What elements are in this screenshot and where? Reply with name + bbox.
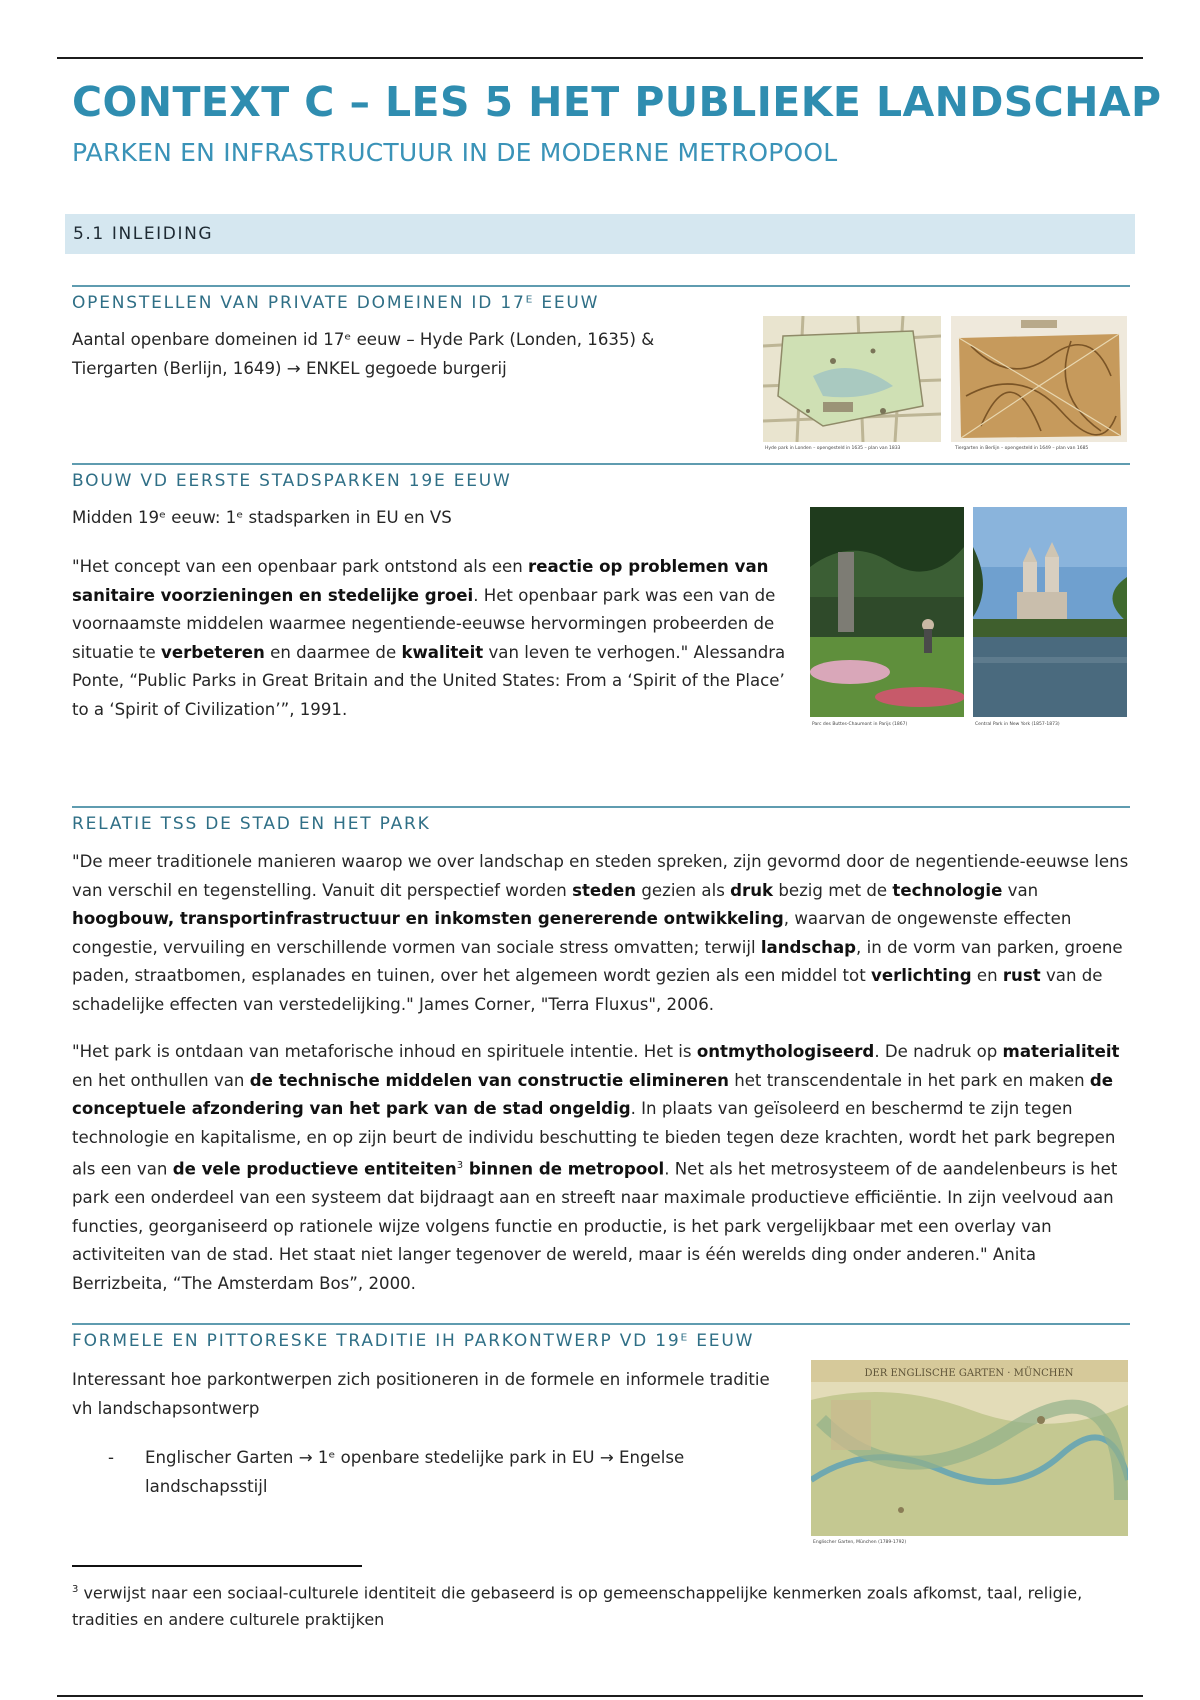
quote-text: van leven te verhogen." Alessandra Ponte, “Public Parks in Great Britain and the United States: From a ‘Spirit of the Place’ to a ‘Spirit of Civilization’”, 1991. <box>72 642 786 719</box>
quote-emphasis: steden <box>572 880 637 900</box>
text-line: Tiergarten (Berlijn, 1649) → ENKEL gegoede burgerij <box>72 358 507 378</box>
footnote <box>72 1576 1132 1633</box>
hyde-park-map-image <box>763 316 941 442</box>
quote-text: van de schadelijke effecten van verstedelijking." James Corner, "Terra Fluxus", 2006. <box>72 966 1103 1014</box>
quote-emphasis: kwaliteit <box>401 642 484 662</box>
quote-emphasis: de vele productieve entiteiten <box>172 1159 457 1179</box>
quote-text: en daarmee de <box>264 642 402 662</box>
top-rule <box>57 57 1143 59</box>
footnote-rule <box>72 1565 362 1567</box>
page-title: CONTEXT C – LES 5 HET PUBLIEKE LANDSCHAP <box>72 78 1162 126</box>
quote-text: . Het openbaar park was een van de voornaamste middelen waarmee negentiende-eeuwse hervormingen probeerden de situatie te <box>72 585 776 662</box>
footnote-mark: 3 <box>72 1584 79 1595</box>
ponte-quote <box>72 553 792 724</box>
englischer-garten-caption: Englischer Garten, München (1789-1792) <box>813 1540 907 1545</box>
quote-emphasis: binnen de metropool <box>463 1159 665 1179</box>
bullet-text: Englischer Garten → 1ᵉ openbare stedelijke park in EU → Engelse landschapsstijl <box>145 1448 685 1496</box>
page-subtitle: PARKEN EN INFRASTRUCTUUR IN DE MODERNE METROPOOL <box>72 138 838 167</box>
quote-text: het transcendentale in het park en maken <box>728 1070 1090 1090</box>
page-header <box>72 76 1162 170</box>
quote-text: "Het park is ontdaan van metaforische inhoud en spirituele intentie. Het is <box>72 1042 697 1061</box>
section-heading: 5.1 INLEIDING <box>73 224 214 244</box>
quote-text: en het onthullen van <box>72 1070 250 1090</box>
first-city-parks-intro <box>72 504 792 533</box>
quote-text: en <box>971 966 1003 985</box>
englischer-garten-map-image <box>811 1360 1128 1536</box>
text-line: Aantal openbare domeinen id 17ᵉ eeuw – Hyde Park (Londen, 1635) & <box>72 330 655 349</box>
quote-emphasis: ontmythologiseerd <box>696 1042 875 1061</box>
quote-emphasis: materialiteit <box>1002 1042 1120 1061</box>
quote-text: . Net als het metrosysteem of de aandelenbeurs is het park een onderdeel van een systeem dat bijdraagt aan en streeft naar maximale productieve efficiëntie. In zijn veelvoud aan functies, georganiseerd op rationele wijze volgens functie en productie, is het park vergelijkbaar met een overlay van activiteiten van de stad. Het staat niet langer tegenover de wereld, maar is één werelds ding onder anderen." Anita Berrizbeita, “The Amsterdam Bos”, 2000. <box>72 1159 1118 1293</box>
quote-text: "Het concept van een openbaar park ontstond als een <box>72 557 529 576</box>
subheading-first-city-parks <box>72 463 1130 491</box>
quote-emphasis: technologie <box>892 880 1003 900</box>
text-line: Interessant hoe parkontwerpen zich positioneren in de formele en informele traditie vh landschapsontwerp <box>72 1370 770 1418</box>
quote-text: . De nadruk op <box>874 1042 1003 1061</box>
bullet-englischer-garten <box>108 1444 768 1501</box>
tiergarten-map-image <box>951 316 1127 442</box>
berrizbeita-quote <box>72 1038 1132 1298</box>
private-domains-text <box>72 326 692 383</box>
subheading-formal-picturesque <box>72 1323 1130 1351</box>
quote-text: gezien als <box>636 880 731 900</box>
formal-picturesque-intro <box>72 1366 772 1423</box>
section-heading-bar <box>65 214 1135 254</box>
map-title-text: DER ENGLISCHE GARTEN · MÜNCHEN <box>864 1368 1074 1379</box>
subheading-private-domains <box>72 285 1130 313</box>
corner-quote <box>72 848 1132 1019</box>
bullet-marker: - <box>108 1448 114 1467</box>
central-park-caption: Central Park in New York (1857-1873) <box>975 722 1060 727</box>
quote-emphasis: druk <box>730 880 774 900</box>
subheading-text: RELATIE TSS DE STAD EN HET PARK <box>72 814 431 834</box>
footnote-ref[interactable]: 3 <box>456 1160 464 1171</box>
quote-emphasis: de technische middelen van constructie elimineren <box>249 1070 729 1090</box>
quote-emphasis: hoogbouw, transportinfrastructuur en inkomsten genererende ontwikkeling <box>72 909 784 928</box>
quote-text: van <box>1002 880 1039 900</box>
buttes-chaumont-caption: Parc des Buttes-Chaumont in Parijs (1867) <box>812 722 908 727</box>
quote-emphasis: de conceptuele afzondering van het park van de stad ongeldig <box>72 1070 1114 1118</box>
quote-emphasis: verlichting <box>871 966 972 985</box>
tiergarten-caption: Tiergarten in Berlijn – opengesteld in 1649 – plan van 1685 <box>955 446 1089 451</box>
text-line: Midden 19ᵉ eeuw: 1ᵉ stadsparken in EU en VS <box>72 508 452 527</box>
central-park-photo <box>973 507 1127 717</box>
footnote-text: verwijst naar een sociaal-culturele identiteit die gebaseerd is op gemeenschappelijke kenmerken zoals afkomst, taal, religie, tradities en andere culturele praktijken <box>72 1583 1083 1630</box>
quote-text: "De meer traditionele manieren waarop we over landschap en steden spreken, zijn gevormd door de negentiende-eeuwse lens van verschil en tegenstelling. Vanuit dit perspectief worden <box>72 852 1129 900</box>
buttes-chaumont-photo <box>810 507 964 717</box>
quote-text: , waarvan de ongewenste effecten congestie, vervuiling en verschillende vormen van sociale stress omvatten; terwijl <box>72 909 1072 957</box>
quote-text: . In plaats van geïsoleerd en beschermd te zijn tegen technologie en kapitalisme, en op zijn beurt de individu beschutting te bieden tegen deze krachten, wordt het park begrepen als een van <box>72 1099 1116 1179</box>
bottom-rule <box>57 1695 1143 1697</box>
quote-text: , in de vorm van parken, groene paden, straatbomen, esplanades en tuinen, over het algemeen wordt gezien als een middel tot <box>72 937 1123 985</box>
subheading-text: BOUW VD EERSTE STADSPARKEN 19E EEUW <box>72 471 512 491</box>
quote-emphasis: verbeteren <box>161 642 265 662</box>
quote-emphasis: reactie op problemen van sanitaire voorzieningen en stedelijke groei <box>72 557 769 605</box>
quote-emphasis: rust <box>1002 966 1041 985</box>
subheading-text: FORMELE EN PITTORESKE TRADITIE IH PARKONTWERP VD 19ᴱ EEUW <box>72 1331 755 1351</box>
quote-text: bezig met de <box>773 880 893 900</box>
quote-emphasis: landschap <box>760 937 857 957</box>
subheading-text: OPENSTELLEN VAN PRIVATE DOMEINEN ID 17ᴱ EEUW <box>72 293 600 313</box>
subheading-city-park-relation <box>72 806 1130 834</box>
hyde-park-caption: Hyde park in Londen – opengesteld in 1635 – plan van 1833 <box>765 446 901 451</box>
